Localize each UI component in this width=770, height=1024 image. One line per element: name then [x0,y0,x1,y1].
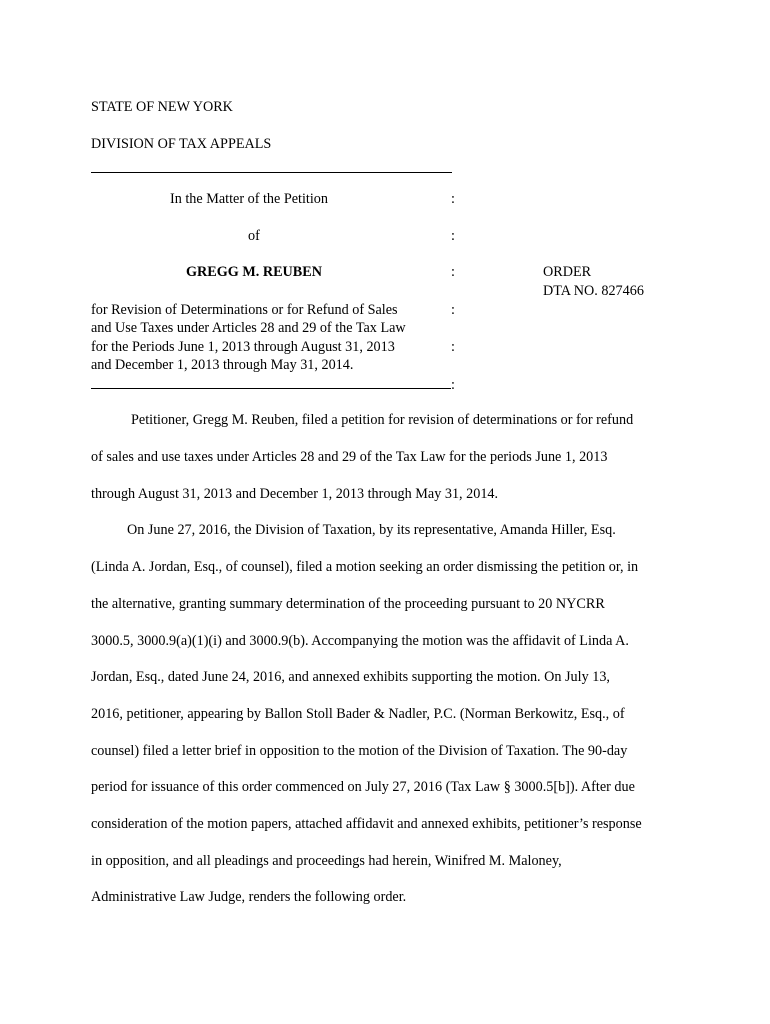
body-line: counsel) filed a letter brief in opposition to the motion of the Division of Taxation. The 90-day [91,743,628,759]
purpose-line: and Use Taxes under Articles 28 and 29 of the Tax Law [91,320,406,336]
purpose-line: for the Periods June 1, 2013 through August 31, 2013 [91,339,395,355]
caption-top-rule [91,172,452,173]
body-line: consideration of the motion papers, attached affidavit and annexed exhibits, petitioner’s response [91,816,642,832]
body-line: period for issuance of this order commenced on July 27, 2016 (Tax Law § 3000.5[b]). After due [91,779,635,795]
body-line: Petitioner, Gregg M. Reuben, filed a petition for revision of determinations or for refund [131,412,634,428]
body-line: 2016, petitioner, appearing by Ballon Stoll Bader & Nadler, P.C. (Norman Berkowitz, Esq., of [91,706,625,722]
body-line: the alternative, granting summary determination of the proceeding pursuant to 20 NYCRR [91,596,605,612]
body-line: of sales and use taxes under Articles 28 and 29 of the Tax Law for the periods June 1, 2013 [91,449,608,465]
order-title: ORDER [543,264,592,280]
of-line: of [248,228,260,244]
state-heading: STATE OF NEW YORK [91,99,233,115]
caption-colon: : [451,264,455,280]
order-number: DTA NO. 827466 [543,283,644,299]
purpose-line: for Revision of Determinations or for Refund of Sales [91,302,398,318]
purpose-line: and December 1, 2013 through May 31, 2014. [91,357,354,373]
caption-colon: : [451,377,455,393]
body-line: in opposition, and all pleadings and proceedings had herein, Winifred M. Maloney, [91,853,562,869]
caption-colon: : [451,302,455,318]
body-line: 3000.5, 3000.9(a)(1)(i) and 3000.9(b). Accompanying the motion was the affidavit of Linda A. [91,633,629,649]
body-line: On June 27, 2016, the Division of Taxation, by its representative, Amanda Hiller, Esq. [127,522,616,538]
matter-line: In the Matter of the Petition [170,191,328,207]
caption-colon: : [451,339,455,355]
body-line: Administrative Law Judge, renders the following order. [91,889,407,905]
body-line: Jordan, Esq., dated June 24, 2016, and annexed exhibits supporting the motion. On July 13, [91,669,610,685]
caption-colon: : [451,191,455,207]
body-line: (Linda A. Jordan, Esq., of counsel), filed a motion seeking an order dismissing the petition or, in [91,559,639,575]
body-line: through August 31, 2013 and December 1, 2013 through May 31, 2014. [91,486,499,502]
petitioner-name: GREGG M. REUBEN [186,264,322,280]
caption-colon: : [451,228,455,244]
division-heading: DIVISION OF TAX APPEALS [91,136,272,152]
caption-bottom-rule [91,388,451,389]
